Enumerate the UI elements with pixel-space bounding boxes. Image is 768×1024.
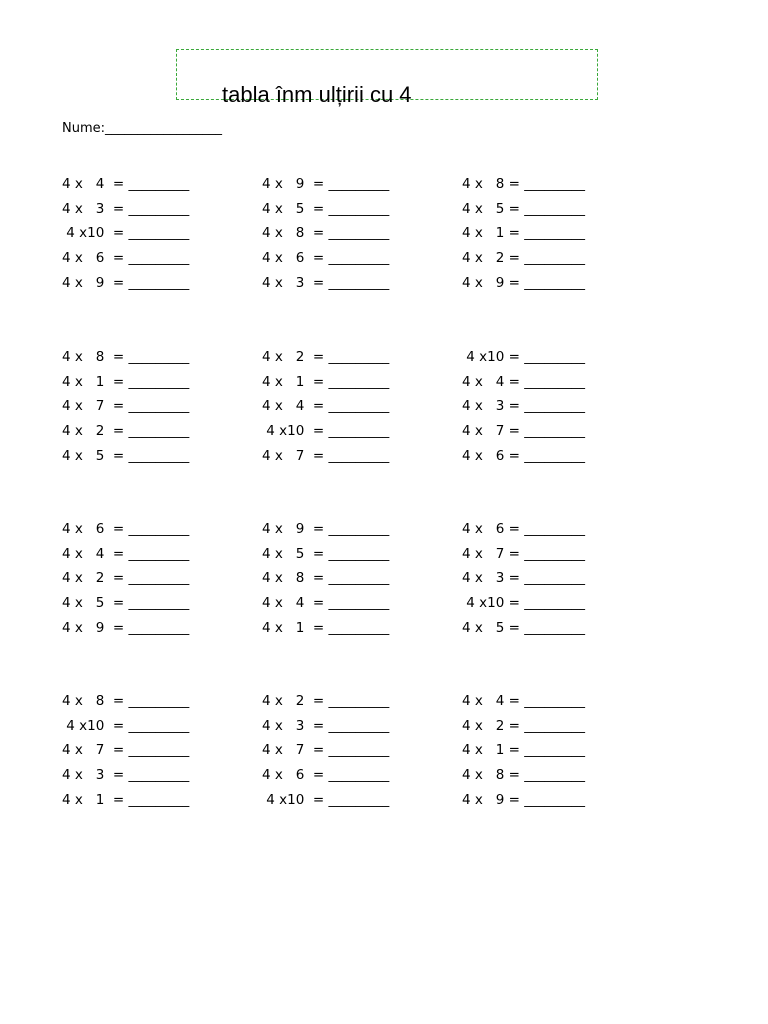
multiplication-exercise: 4 x 3 = _________	[62, 200, 190, 217]
multiplication-exercise: 4 x 8 = _________	[262, 570, 390, 587]
multiplication-exercise: 4 x 4 = _________	[262, 595, 390, 612]
multiplication-exercise: 4 x10 = _________	[262, 423, 390, 440]
exercise-row	[0, 221, 768, 245]
multiplication-exercise: 4 x 8 = _________	[62, 693, 190, 709]
multiplication-exercise: 4 x 1 = _________	[62, 373, 190, 390]
multiplication-exercise: 4 x 2 = _________	[62, 423, 190, 440]
multiplication-exercise: 4 x 4 = _________	[462, 373, 585, 390]
multiplication-exercise: 4 x 5 = _________	[262, 200, 390, 217]
multiplication-exercise: 4 x 6 = _________	[62, 521, 190, 537]
multiplication-exercise: 4 x10 = _________	[62, 225, 190, 242]
exercise-row	[0, 542, 768, 566]
multiplication-exercise: 4 x 3 = _________	[462, 398, 585, 415]
multiplication-exercise: 4 x 7 = _________	[62, 398, 190, 415]
multiplication-exercise: 4 x 7 = _________	[62, 742, 190, 759]
multiplication-exercise: 4 x 1 = _________	[462, 742, 585, 759]
exercise-row	[0, 788, 768, 812]
multiplication-exercise: 4 x 8 = _________	[462, 767, 585, 784]
multiplication-exercise: 4 x 9 = _________	[262, 521, 390, 537]
exercise-row	[0, 444, 768, 468]
multiplication-exercise: 4 x 6 = _________	[462, 447, 585, 464]
multiplication-exercise: 4 x 1 = _________	[462, 225, 585, 242]
multiplication-exercise: 4 x 6 = _________	[462, 521, 585, 537]
multiplication-exercise: 4 x 9 = _________	[462, 791, 585, 808]
multiplication-exercise: 4 x 5 = _________	[62, 447, 190, 464]
exercise-row	[0, 370, 768, 394]
name-field-label: Nume:__________________	[62, 121, 223, 136]
multiplication-exercise: 4 x 6 = _________	[262, 250, 390, 267]
multiplication-exercise: 4 x10 = _________	[462, 595, 585, 612]
multiplication-exercise: 4 x 7 = _________	[462, 545, 585, 562]
exercise-row	[0, 566, 768, 590]
multiplication-exercise: 4 x10 = _________	[262, 791, 390, 808]
exercise-block	[0, 689, 768, 815]
multiplication-exercise: 4 x 7 = _________	[262, 447, 390, 464]
multiplication-exercise: 4 x 2 = _________	[262, 693, 390, 709]
multiplication-exercise: 4 x 2 = _________	[462, 717, 585, 734]
multiplication-exercise: 4 x 5 = _________	[262, 545, 390, 562]
multiplication-exercise: 4 x 4 = _________	[62, 176, 190, 192]
exercise-row	[0, 763, 768, 787]
multiplication-exercise: 4 x 8 = _________	[262, 225, 390, 242]
multiplication-exercise: 4 x 2 = _________	[62, 570, 190, 587]
exercise-row	[0, 246, 768, 270]
multiplication-exercise: 4 x 8 = _________	[462, 176, 585, 192]
multiplication-exercise: 4 x 4 = _________	[262, 398, 390, 415]
exercise-row	[0, 271, 768, 295]
multiplication-exercise: 4 x 9 = _________	[262, 176, 390, 192]
multiplication-exercise: 4 x 5 = _________	[62, 595, 190, 612]
exercise-row	[0, 616, 768, 640]
exercise-row	[0, 714, 768, 738]
multiplication-exercise: 4 x 8 = _________	[62, 349, 190, 365]
multiplication-exercise: 4 x 3 = _________	[262, 274, 390, 291]
multiplication-exercise: 4 x 1 = _________	[262, 619, 390, 636]
multiplication-exercise: 4 x 1 = _________	[262, 373, 390, 390]
multiplication-exercise: 4 x 7 = _________	[262, 742, 390, 759]
multiplication-exercise: 4 x10 = _________	[62, 717, 190, 734]
multiplication-exercise: 4 x 4 = _________	[62, 545, 190, 562]
exercise-row	[0, 394, 768, 418]
exercise-row	[0, 419, 768, 443]
multiplication-exercise: 4 x 2 = _________	[462, 250, 585, 267]
worksheet-title: tabla înm ulțirii cu 4	[222, 82, 412, 107]
exercise-row	[0, 172, 768, 196]
exercise-block	[0, 345, 768, 471]
multiplication-exercise: 4 x 1 = _________	[62, 791, 190, 808]
multiplication-exercise: 4 x 5 = _________	[462, 200, 585, 217]
multiplication-exercise: 4 x 9 = _________	[62, 274, 190, 291]
exercise-row	[0, 517, 768, 541]
multiplication-exercise: 4 x 3 = _________	[462, 570, 585, 587]
multiplication-exercise: 4 x 6 = _________	[62, 250, 190, 267]
exercise-row	[0, 738, 768, 762]
exercise-block	[0, 517, 768, 643]
multiplication-exercise: 4 x 2 = _________	[262, 349, 390, 365]
exercise-row	[0, 345, 768, 369]
multiplication-exercise: 4 x 9 = _________	[462, 274, 585, 291]
multiplication-exercise: 4 x 4 = _________	[462, 693, 585, 709]
exercise-row	[0, 197, 768, 221]
multiplication-exercise: 4 x 5 = _________	[462, 619, 585, 636]
multiplication-exercise: 4 x 3 = _________	[262, 717, 390, 734]
exercise-row	[0, 591, 768, 615]
multiplication-exercise: 4 x 6 = _________	[262, 767, 390, 784]
multiplication-exercise: 4 x10 = _________	[462, 349, 585, 365]
exercise-row	[0, 689, 768, 713]
multiplication-exercise: 4 x 3 = _________	[62, 767, 190, 784]
multiplication-exercise: 4 x 7 = _________	[462, 423, 585, 440]
multiplication-exercise: 4 x 9 = _________	[62, 619, 190, 636]
exercise-block	[0, 172, 768, 298]
